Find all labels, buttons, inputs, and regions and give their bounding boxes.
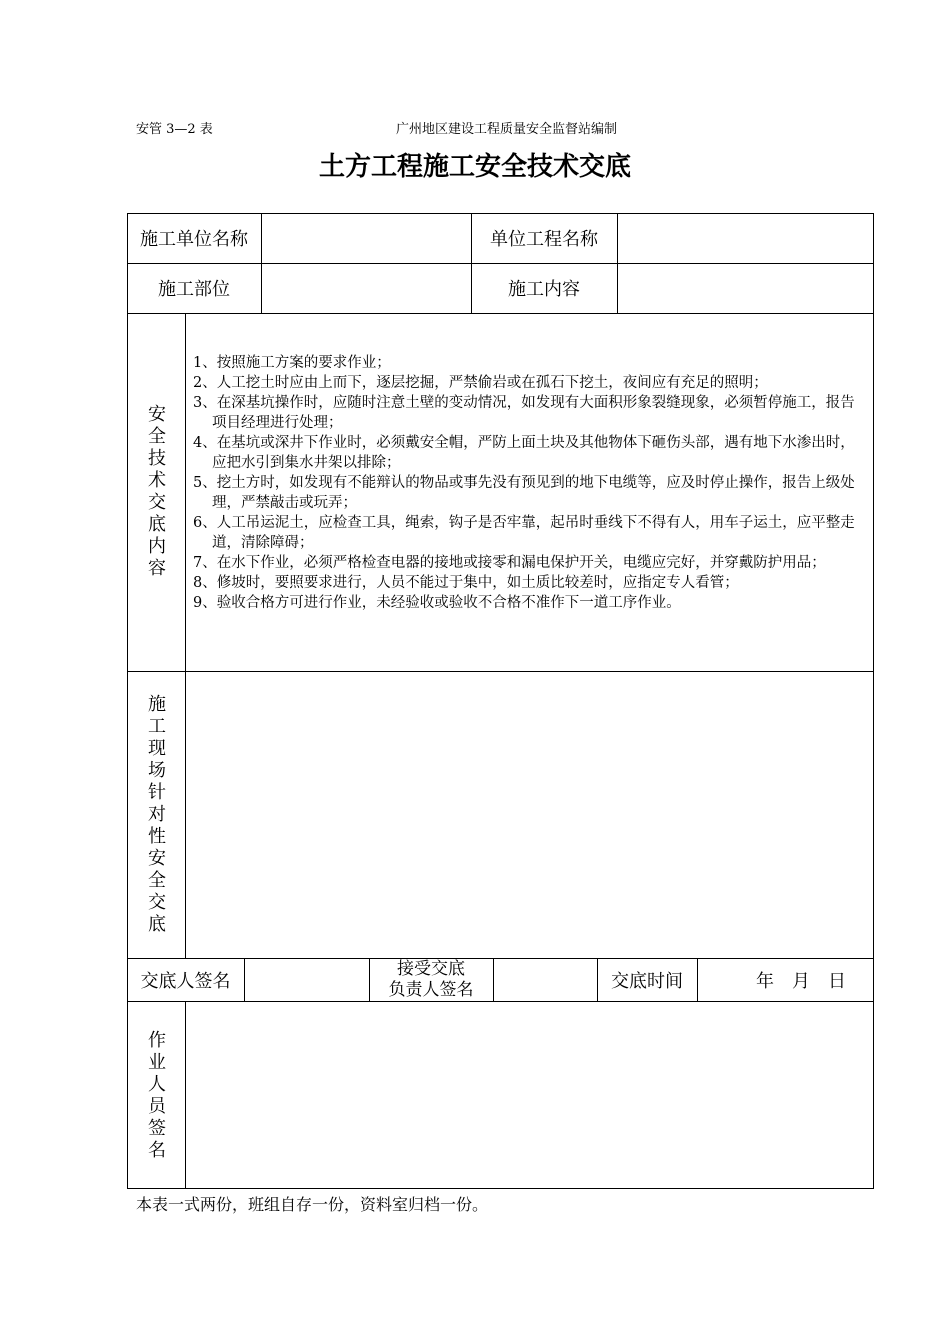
footnote: 本表一式两份，班组自存一份，资料室归档一份。	[136, 1195, 489, 1214]
rule-item: 7、在水下作业，必须严格检查电器的接地或接零和漏电保护开关，电缆应完好，并穿戴防护用品；	[193, 555, 826, 571]
construction-content-field[interactable]	[617, 263, 874, 313]
workers-signature-label: 作业人员签名	[148, 1030, 166, 1161]
rule-item: 1、按照施工方案的要求作业；	[193, 355, 391, 371]
construction-content-label: 施工内容	[508, 279, 580, 300]
rule-item: 8、修坡时，要照要求进行，人员不能过于集中，如土质比较差时，应指定专人看管；	[193, 575, 739, 591]
issuer-text: 广州地区建设工程质量安全监督站编制	[396, 122, 618, 137]
construction-part-field[interactable]	[261, 263, 471, 313]
briefer-signature-label: 交底人签名	[140, 970, 231, 992]
page-title: 土方工程施工安全技术交底	[318, 152, 631, 182]
briefer-signature-field[interactable]	[244, 958, 369, 1001]
project-name-label: 单位工程名称	[490, 229, 598, 250]
rule-item: 4、在基坑或深井下作业时，必须戴安全帽，严防上面土块及其他物体下砸伤头部，遇有地下水渗出时，应把水引到集水井架以排除；	[193, 435, 855, 471]
workers-signature-field[interactable]	[186, 1002, 874, 1189]
tech-section-label: 安全技术交底内容	[148, 404, 166, 579]
unit-name-label: 施工单位名称	[140, 229, 248, 250]
form-code: 安管 3—2 表	[136, 122, 213, 137]
receiver-label-line2: 负责人签名	[388, 979, 474, 1000]
safety-rules-list	[193, 353, 867, 613]
unit-name-field[interactable]	[261, 213, 471, 263]
project-name-field[interactable]	[617, 213, 874, 263]
site-briefing-field[interactable]	[186, 672, 874, 958]
receiver-signature-field[interactable]	[493, 958, 597, 1001]
construction-part-label: 施工部位	[158, 279, 230, 300]
receiver-signature-label	[369, 958, 493, 1001]
briefing-time-label: 交底时间	[611, 970, 683, 992]
rule-item: 9、验收合格方可进行作业，未经验收或验收不合格不准作下一道工序作业。	[193, 595, 681, 611]
briefing-date-field[interactable]: 年 月 日	[756, 970, 846, 992]
receiver-label-line1: 接受交底	[397, 958, 465, 979]
rule-item: 6、人工吊运泥土，应检查工具，绳索，钩子是否牢靠，起吊时垂线下不得有人，用车子运土，应平整走道，清除障碍；	[193, 515, 855, 551]
rule-item: 5、挖土方时，如发现有不能辩认的物品或事先没有预见到的地下电缆等，应及时停止操作，报告上级处理，严禁敲击或玩弄；	[193, 475, 855, 511]
row-divider	[127, 313, 874, 314]
rule-item: 2、人工挖土时应由上而下，逐层挖掘，严禁偷岩或在孤石下挖土，夜间应有充足的照明；	[193, 375, 768, 391]
site-section-label: 施工现场针对性安全交底	[148, 694, 166, 935]
rule-item: 3、在深基坑操作时，应随时注意土壁的变动情况，如发现有大面积形象裂缝现象，必须暂停施工，报告项目经理进行处理；	[193, 395, 855, 431]
